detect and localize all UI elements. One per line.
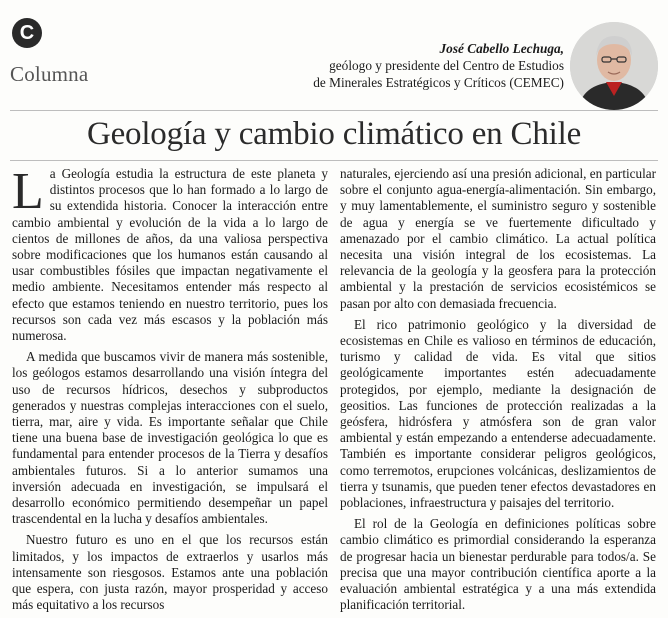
paragraph-text: a Geología estudia la estructura de este planeta y distintos procesos que lo han formado a lo largo de su extendida historia. Conocer la interacción entre cambio ambiental y evolución de la vida a lo largo de cientos de millones de años, da una valiosa perspectiva sobre modificaciones que los humanos están causando al usar combustibles fósiles que impactan negativamente el medio ambiente. Necesitamos entender más respecto al efecto que estamos teniendo en nuestro territorio, pues los recursos son cada vez más escasos y la población más numerosa. [12,166,328,344]
header-rule-top [10,110,658,111]
author-role-line2: de Minerales Estratégicos y Críticos (CEMEC) [313,75,564,90]
paragraph: A medida que buscamos vivir de manera más sostenible, los geólogos estamos desarrollando una visión íntegra del uso de recursos hídricos, desechos y subproductos generados y nuestras complejas interacciones con el suelo, tierra, mar, aire y vida. Es importante señalar que Chile tiene una buena base de investigación geológica lo que es fundamental para entender procesos de la Tierra y desafíos ambientales futuros. Si a lo anterior sumamos una inversión adecuada en investigación, se impulsará el desarrollo económico permitiendo desempeñar un papel trascendental en la lucha y desafíos ambientales. [12,349,328,527]
section-badge: C [12,18,42,48]
paragraph [12,163,328,344]
drop-cap: L [12,163,44,220]
header-rule-bottom [10,160,658,161]
article-title: Geología y cambio climático en Chile [86,116,582,152]
paragraph: naturales, ejerciendo así una presión adicional, en particular sobre el conjunto agua-energía-alimentación. Sin embargo, y muy lamentablemente, el suministro seguro y sostenible de agua y energía se ve fuertemente dificultado y amenazado por el cambio climático. La actual política necesita una visión integral de los ecosistemas. La relevancia de la geología y la geosfera para la protección ambiental y la prestación de servicios ecosistémicos se pasan por alto con demasiada frecuencia. [340,166,656,311]
article-column-right [340,166,656,618]
paragraph: Nuestro futuro es uno en el que los recursos están limitados, y los impactos de extraerlos y usarlos más intensamente son riesgosos. Estamos ante una población que espera, con justa razón, mayor prosperidad y acceso más equitativo a los recursos [12,532,328,613]
section-label: Columna [10,62,89,86]
author-name: José Cabello Lechuga, [439,41,564,56]
author-byline [244,40,564,91]
author-role-line1: geólogo y presidente del Centro de Estudios [329,58,564,73]
paragraph: El rol de la Geología en definiciones políticas sobre cambio climático es primordial considerando la esperanza de progresar hacia un bienestar perdurable para todos/a. Se precisa que una mayor contribución científica aporte a la evaluación ambiental estratégica y a una más extendida planificación territorial. [340,516,656,613]
paragraph: El rico patrimonio geológico y la diversidad de ecosistemas en Chile es valioso en términos de educación, turismo y calidad de vida. Es vital que sitios geológicamente importantes estén adecuadamente protegidos, por ejemplo, mediante la designación de geositios. Las funciones de protección realizadas a la geósfera, hidrósfera y atmósfera son de gran valor ambiental y están empezando a entenderse adecuadamente. También es importante considerar peligros geológicos, como terremotos, erupciones volcánicas, deslizamientos de tierra y tsunamis, que pueden tener efectos devastadores en poblaciones, infraestructura y paisajes del territorio. [340,316,656,511]
article-column-left [12,163,328,618]
author-photo [570,22,658,110]
